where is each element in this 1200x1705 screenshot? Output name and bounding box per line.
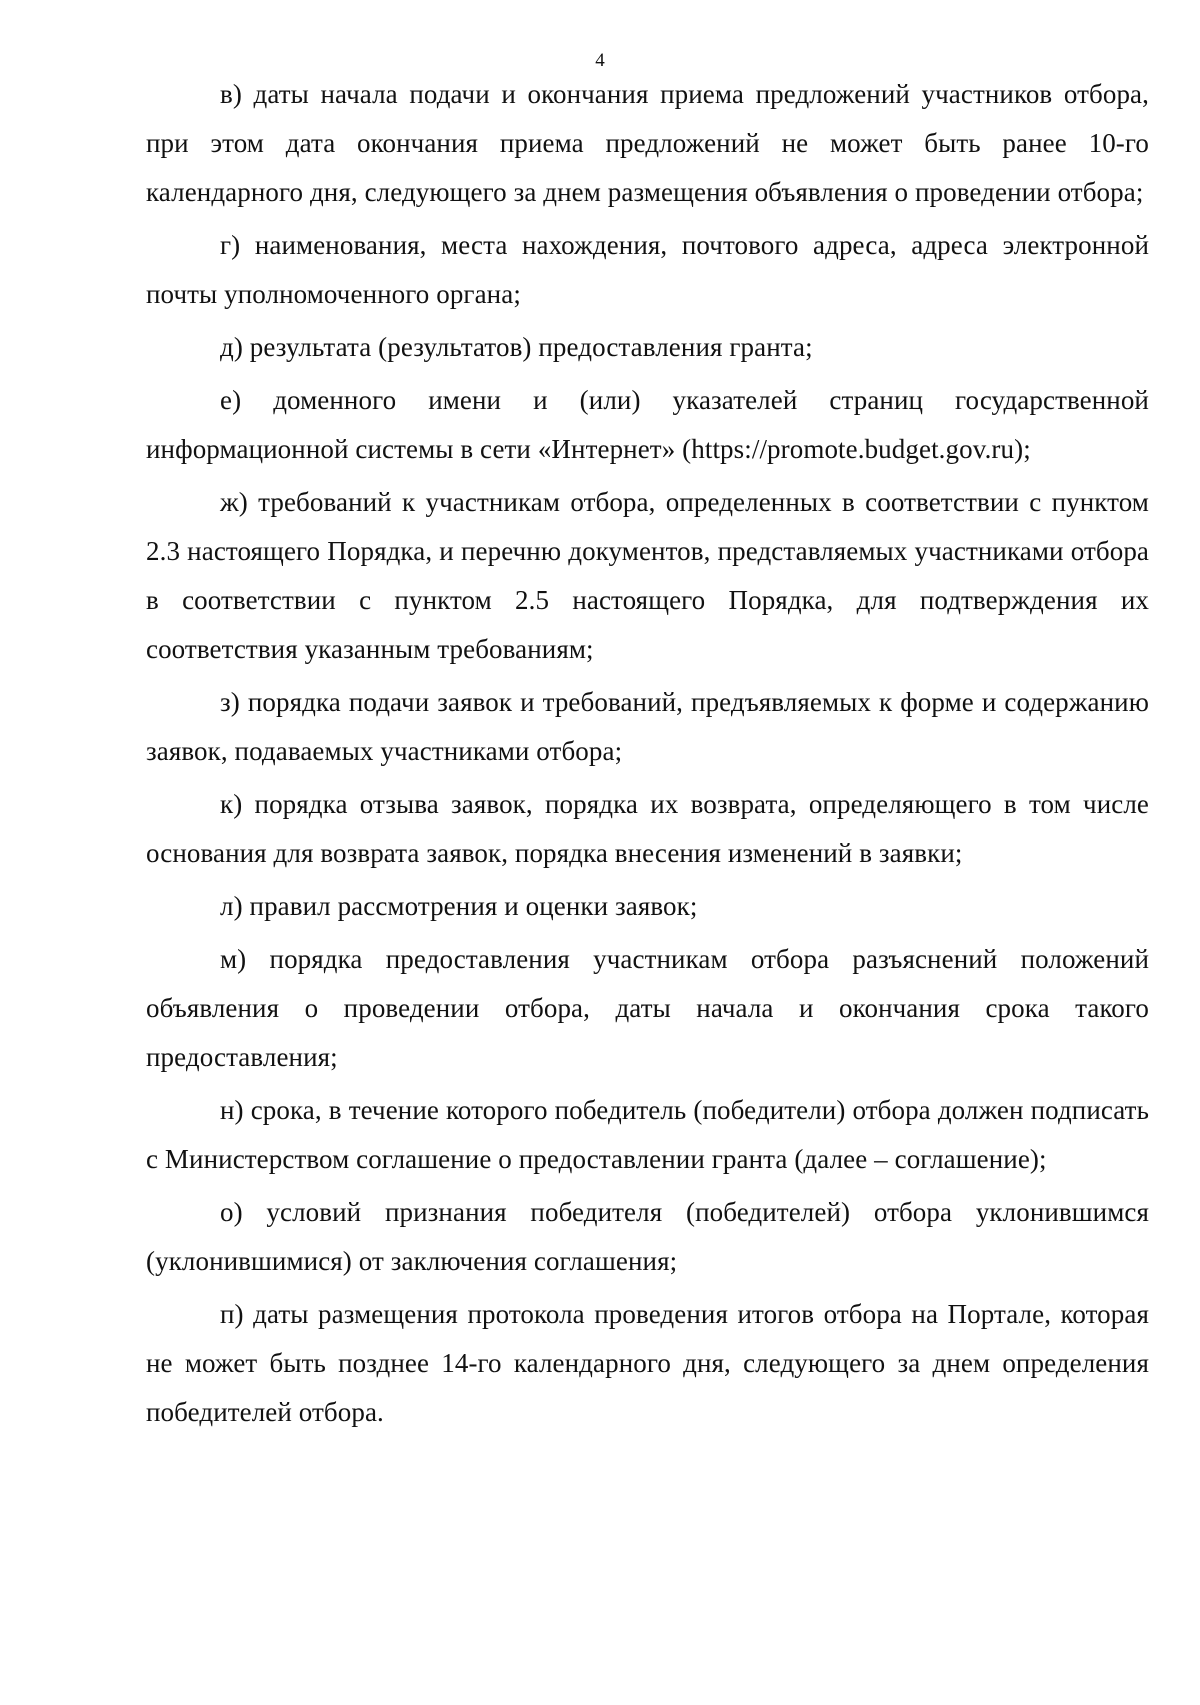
- paragraph-g: г) наименования, места нахождения, почтового адреса, адреса электронной почты уполномоченного органа;: [146, 230, 1149, 309]
- paragraph-p: п) даты размещения протокола проведения итогов отбора на Портале, которая не может быть позднее 14-го календарного дня, следующего за днем определения победителей отбора.: [146, 1299, 1149, 1427]
- paragraph-v: в) даты начала подачи и окончания приема предложений участников отбора, при этом дата окончания приема предложений не может быть ранее 10-го календарного дня, следующего за днем размещения объявления о проведении отбора;: [146, 79, 1149, 207]
- paragraph-n: н) срока, в течение которого победитель (победители) отбора должен подписать с Министерством соглашение о предоставлении гранта (далее – соглашение);: [146, 1095, 1149, 1174]
- paragraph-l: л) правил рассмотрения и оценки заявок;: [220, 891, 698, 921]
- paragraph-k: к) порядка отзыва заявок, порядка их возврата, определяющего в том числе основания для возврата заявок, порядка внесения изменений в заявки;: [146, 789, 1149, 868]
- paragraph-m: м) порядка предоставления участникам отбора разъяснений положений объявления о проведении отбора, даты начала и окончания срока такого предоставления;: [146, 944, 1149, 1072]
- paragraph-z: з) порядка подачи заявок и требований, предъявляемых к форме и содержанию заявок, подаваемых участниками отбора;: [146, 687, 1149, 766]
- document-body: [146, 70, 1149, 1441]
- paragraph-zh: ж) требований к участникам отбора, определенных в соответствии с пунктом 2.3 настоящего Порядка, и перечню документов, представляемых участниками отбора в соответствии с пунктом 2.5 настоящего Порядка, для подтверждения их соответствия указанным требованиям;: [146, 487, 1149, 664]
- page-number: 4: [595, 50, 605, 71]
- paragraph-e: е) доменного имени и (или) указателей страниц государственной информационной системы в сети «Интернет» (https://promote.budget.gov.ru);: [146, 385, 1149, 464]
- paragraph-o: о) условий признания победителя (победителей) отбора уклонившимся (уклонившимися) от заключения соглашения;: [146, 1197, 1149, 1276]
- paragraph-d: д) результата (результатов) предоставления гранта;: [220, 332, 813, 362]
